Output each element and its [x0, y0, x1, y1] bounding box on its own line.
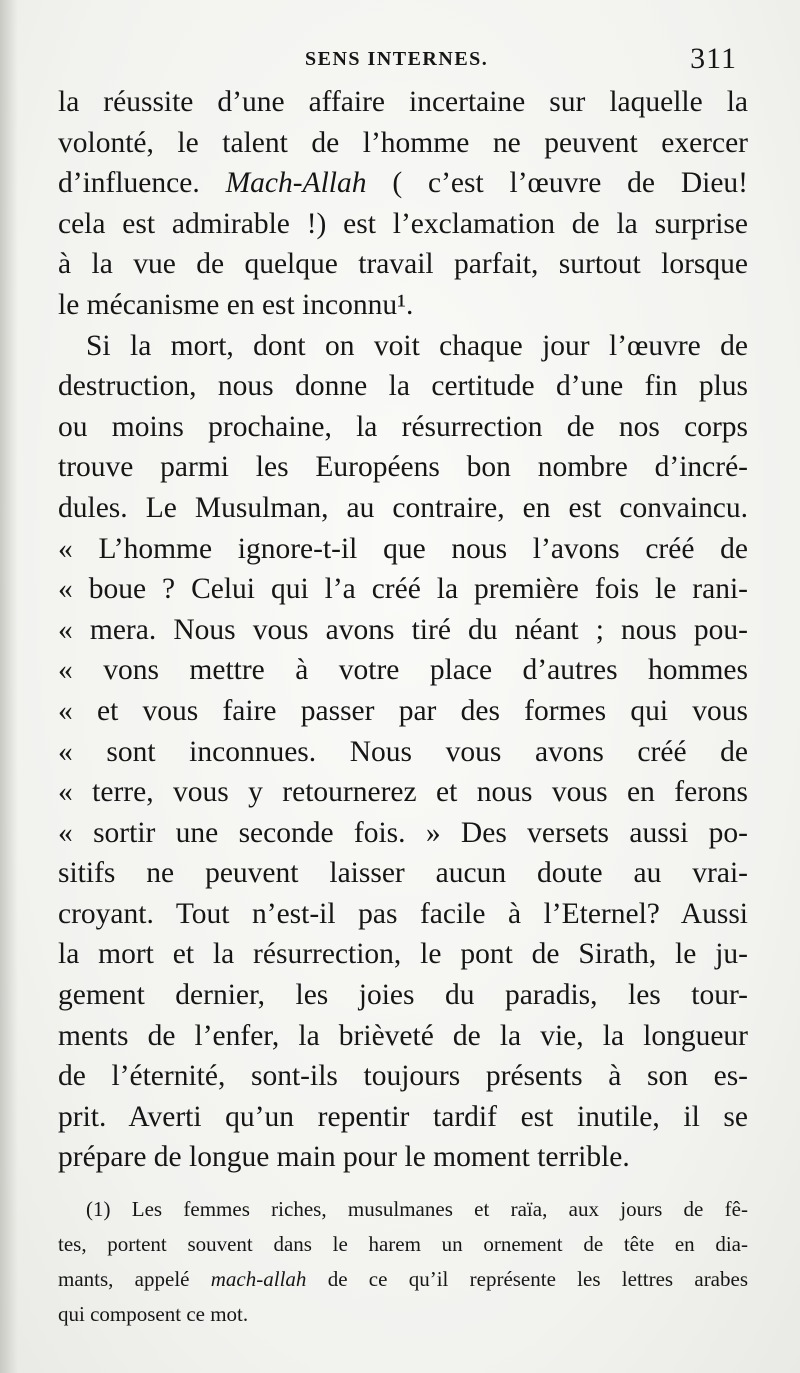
text-line-segment: d’influence.	[58, 167, 226, 200]
text-line: prépare de longue main pour le moment terrible.	[58, 1141, 630, 1174]
text-line: la mort et la résurrection, le pont de Sirath, le ju-	[58, 938, 748, 971]
footnote-line: (1) Les femmes riches, musulmanes et raïa, aux jours de fê-	[86, 1197, 748, 1221]
text-line: « sortir une seconde fois. » Des versets aussi po-	[58, 816, 748, 849]
text-line	[58, 163, 748, 204]
text-line: « L’homme ignore-t-il que nous l’avons créé de	[58, 532, 748, 565]
text-line: volonté, le talent de l’homme ne peuvent exercer	[58, 126, 748, 159]
footnote-line-segment: mants, appelé	[58, 1267, 211, 1291]
text-line: sitifs ne peuvent laisser aucun doute au vrai-	[58, 857, 748, 890]
text-line-italic: Mach-Allah	[225, 167, 367, 200]
footnote-line: qui composent ce mot.	[58, 1302, 249, 1326]
footnote-line	[58, 1262, 748, 1297]
text-line: destruction, nous donne la certitude d’une fin plus	[58, 370, 748, 403]
text-line: croyant. Tout n’est-il pas facile à l’Eternel? Aussi	[58, 897, 748, 930]
text-line: le mécanisme en est inconnu¹.	[58, 288, 414, 321]
text-line: trouve parmi les Européens bon nombre d’incré-	[58, 451, 748, 484]
footnote-line-italic: mach-allah	[210, 1267, 307, 1291]
page-number: 311	[690, 42, 737, 75]
text-line: ments de l’enfer, la brièveté de la vie, la longueur	[58, 1019, 748, 1052]
main-text-block	[58, 82, 748, 1178]
text-line: « boue ? Celui qui l’a créé la première fois le rani-	[58, 573, 748, 606]
text-line: prit. Averti qu’un repentir tardif est inutile, il se	[58, 1100, 748, 1133]
text-line: « sont inconnues. Nous vous avons créé de	[58, 735, 748, 768]
text-line: gement dernier, les joies du paradis, les tour-	[58, 979, 748, 1012]
page-header	[55, 42, 745, 82]
text-line: « et vous faire passer par des formes qui vous	[58, 694, 748, 727]
text-line: cela est admirable !) est l’exclamation de la surprise	[58, 207, 748, 240]
text-line-segment: ( c’est l’œuvre de Dieu!	[366, 167, 748, 200]
footnote-line: tes, portent souvent dans le harem un ornement de tête en dia-	[58, 1232, 748, 1256]
page-edge-shadow	[0, 0, 18, 1373]
text-line: « terre, vous y retournerez et nous vous en ferons	[58, 776, 748, 809]
running-head: SENS INTERNES.	[305, 48, 489, 70]
text-line: à la vue de quelque travail parfait, surtout lorsque	[58, 248, 748, 281]
text-line: dules. Le Musulman, au contraire, en est convaincu.	[58, 491, 748, 524]
text-line: « vons mettre à votre place d’autres hommes	[58, 654, 748, 687]
text-line: Si la mort, dont on voit chaque jour l’œuvre de	[86, 329, 748, 362]
footnote-block	[58, 1192, 748, 1332]
text-line: « mera. Nous vous avons tiré du néant ; nous pou-	[58, 613, 748, 646]
text-line: ou moins prochaine, la résurrection de nos corps	[58, 410, 748, 443]
text-line: de l’éternité, sont-ils toujours présents à son es-	[58, 1060, 748, 1093]
footnote-line-segment: de ce qu’il représente les lettres arabes	[306, 1267, 748, 1291]
text-line: la réussite d’une affaire incertaine sur laquelle la	[58, 86, 748, 118]
